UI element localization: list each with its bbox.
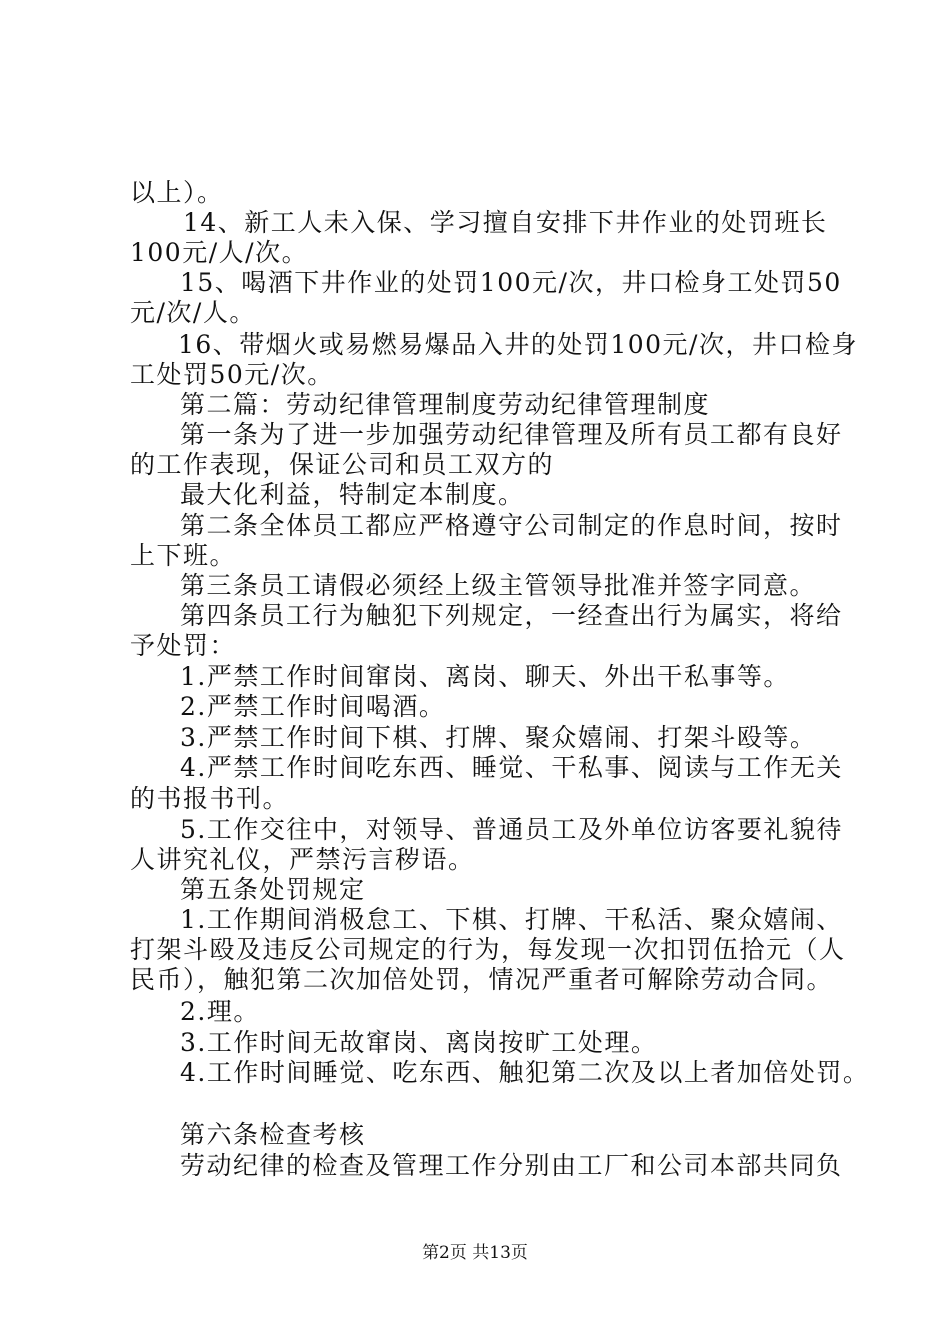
text-line: 以上）。 <box>130 178 224 207</box>
list-item: 1.严禁工作时间窜岗、离岗、聊天、外出干私事等。 <box>180 662 790 691</box>
list-item: 3.工作时间无故窜岗、离岗按旷工处理。 <box>180 1028 658 1057</box>
list-item: 3.严禁工作时间下棋、打牌、聚众嬉闹、打架斗殴等。 <box>180 723 817 752</box>
text-line: 的书报书刊。 <box>130 784 290 813</box>
list-item: 4.严禁工作时间吃东西、睡觉、干私事、阅读与工作无关 <box>180 753 843 782</box>
text-line: 第一条为了进一步加强劳动纪律管理及所有员工都有良好 <box>180 420 843 449</box>
list-item: 4.工作时间睡觉、吃东西、触犯第二次及以上者加倍处罚。 <box>180 1058 870 1087</box>
text-line: 民币），触犯第二次加倍处罚，情况严重者可解除劳动合同。 <box>130 965 834 994</box>
section-heading: 第二篇：劳动纪律管理制度劳动纪律管理制度 <box>180 390 711 419</box>
text-line: 打架斗殴及违反公司规定的行为，每发现一次扣罚伍拾元（人 <box>130 935 846 964</box>
text-line: 元/次/人。 <box>130 298 256 327</box>
page-footer: 第2页 共13页 <box>422 1243 528 1263</box>
text-line: 第二条全体员工都应严格遵守公司制定的作息时间，按时 <box>180 511 843 540</box>
text-line: 人讲究礼仪，严禁污言秽语。 <box>130 845 475 874</box>
text-line: 予处罚： <box>130 631 237 660</box>
text-line: 劳动纪律的检查及管理工作分别由工厂和公司本部共同负 <box>180 1151 843 1180</box>
text-line: 100元/人/次。 <box>130 238 309 267</box>
text-line: 第四条员工行为触犯下列规定，一经查出行为属实，将给 <box>180 601 843 630</box>
text-line: 上下班。 <box>130 541 237 570</box>
text-line: 16、带烟火或易燃易爆品入井的处罚100元/次，井口检身 <box>178 330 858 359</box>
text-line: 15、喝酒下井作业的处罚100元/次，井口检身工处罚50 <box>180 268 842 297</box>
text-line: 第三条员工请假必须经上级主管领导批准并签字同意。 <box>180 571 817 600</box>
text-line: 工处罚50元/次。 <box>130 360 334 389</box>
list-item: 2.理。 <box>180 997 260 1026</box>
list-item: 5.工作交往中，对领导、普通员工及外单位访客要礼貌待 <box>180 815 843 844</box>
text-line: 的工作表现，保证公司和员工双方的 <box>130 450 555 479</box>
text-line: 最大化利益，特制定本制度。 <box>180 480 525 509</box>
section-heading: 第五条处罚规定 <box>180 875 366 904</box>
text-line: 14、新工人未入保、学习擅自安排下井作业的处罚班长 <box>183 208 828 237</box>
list-item: 2.严禁工作时间喝酒。 <box>180 692 446 721</box>
section-heading: 第六条检查考核 <box>180 1120 366 1149</box>
list-item: 1.工作期间消极怠工、下棋、打牌、干私活、聚众嬉闹、 <box>180 905 843 934</box>
